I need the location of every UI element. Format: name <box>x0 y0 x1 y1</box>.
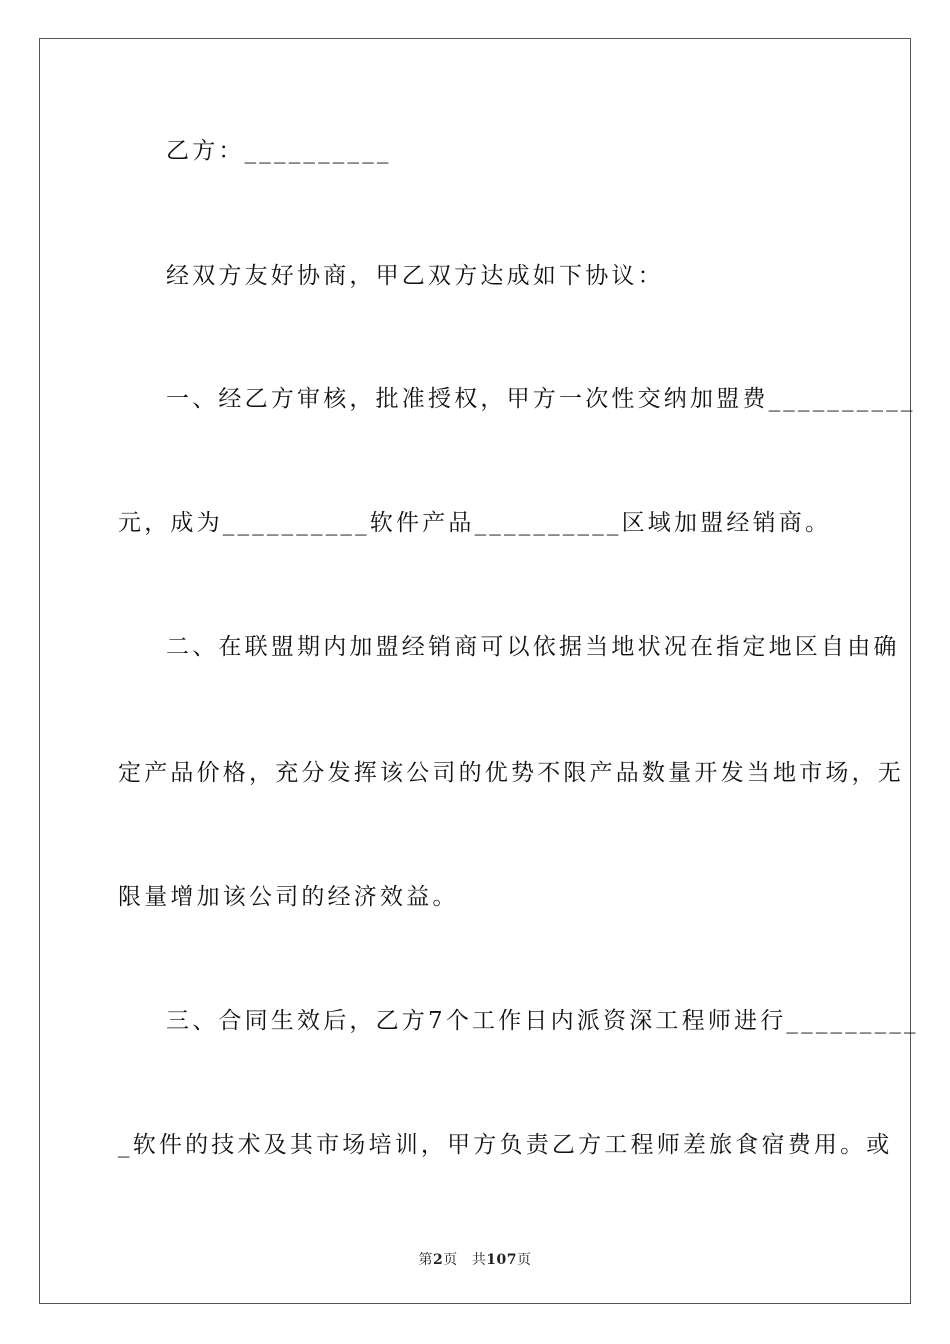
clause-3-line-1: 三、合同生效后，乙方7个工作日内派资深工程师进行_________ <box>166 1008 919 1034</box>
page-border <box>39 38 911 1304</box>
total-pages: 107 <box>486 1252 517 1268</box>
page-number: 2 <box>433 1252 444 1268</box>
clause-2-line-2: 定产品价格，充分发挥该公司的优势不限产品数量开发当地市场，无 <box>118 760 904 786</box>
total-prefix: 共 <box>471 1252 487 1268</box>
party-b-line: 乙方：__________ <box>166 138 392 164</box>
clause-2-line-3: 限量增加该公司的经济效益。 <box>118 884 459 910</box>
clause-2-line-1: 二、在联盟期内加盟经销商可以依据当地状况在指定地区自由确 <box>166 634 900 660</box>
page-footer <box>0 1249 950 1269</box>
total-suffix: 页 <box>516 1252 532 1268</box>
preamble-line: 经双方友好协商，甲乙双方达成如下协议： <box>166 263 664 289</box>
page-prefix: 第 <box>418 1252 433 1268</box>
clause-1-line-2: 元，成为__________软件产品__________区域加盟经销商。 <box>118 510 832 536</box>
page-suffix: 页 <box>443 1252 458 1268</box>
clause-3-line-2: _软件的技术及其市场培训，甲方负责乙方工程师差旅食宿费用。或 <box>118 1132 893 1158</box>
clause-1-line-1: 一、经乙方审核，批准授权，甲方一次性交纳加盟费__________ <box>166 386 916 412</box>
